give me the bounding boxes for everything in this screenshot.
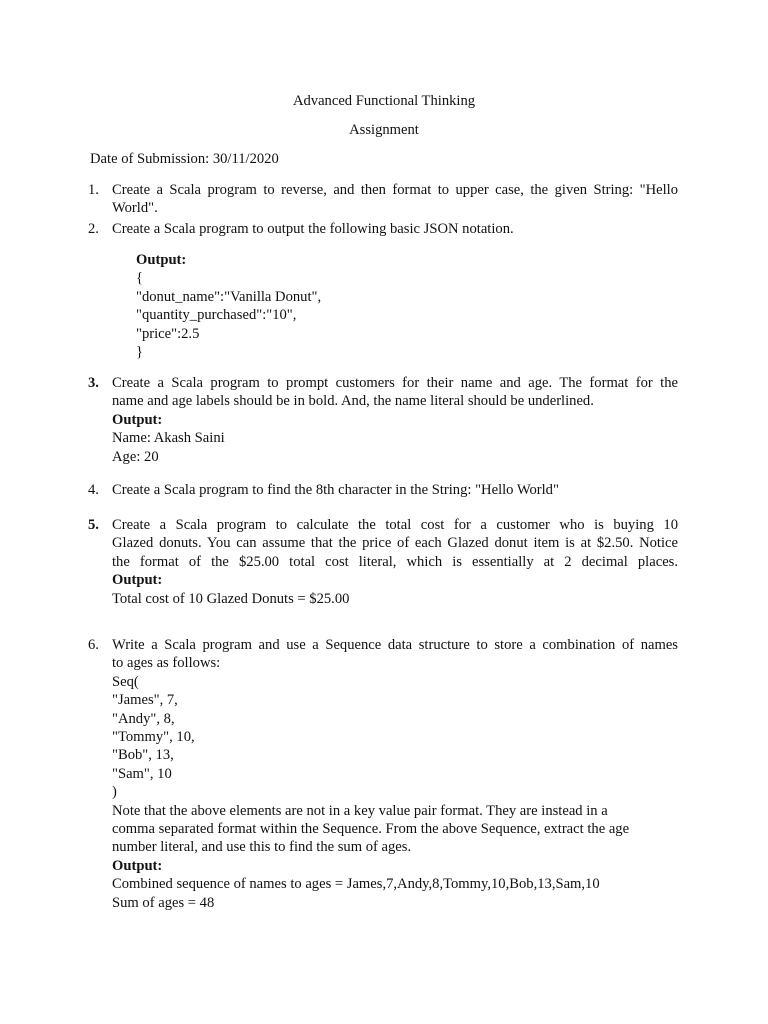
question-number: 5. bbox=[88, 517, 99, 533]
question-number: 6. bbox=[88, 637, 99, 653]
seq-line: "Bob", 13, bbox=[112, 747, 174, 764]
note-line: number literal, and use this to find the sum of ages. bbox=[112, 839, 412, 856]
seq-line: "Tommy", 10, bbox=[112, 729, 195, 746]
output-line: "price":2.5 bbox=[136, 325, 200, 342]
output-label: Output: bbox=[112, 572, 163, 589]
submission-date: Date of Submission: 30/11/2020 bbox=[90, 151, 279, 167]
seq-line: "James", 7, bbox=[112, 692, 178, 709]
question-2 bbox=[88, 220, 678, 238]
document-subtitle: Assignment bbox=[349, 122, 419, 138]
question-text-line: to ages as follows: bbox=[112, 655, 221, 672]
question-text-line: Write a Scala program and use a Sequence data structure to store a combination of names bbox=[112, 637, 678, 653]
note-line: Note that the above elements are not in a key value pair format. They are instead in a bbox=[112, 802, 608, 819]
output-line: Age: 20 bbox=[112, 448, 159, 465]
question-number: 1. bbox=[88, 182, 99, 198]
output-line: "quantity_purchased":"10", bbox=[136, 307, 297, 324]
question-5 bbox=[88, 516, 678, 608]
document-title: Advanced Functional Thinking bbox=[292, 93, 476, 109]
output-line: Total cost of 10 Glazed Donuts = $25.00 bbox=[112, 590, 350, 607]
note-line: comma separated format within the Sequence. From the above Sequence, extract the age bbox=[112, 821, 630, 838]
output-line: "donut_name":"Vanilla Donut", bbox=[136, 288, 322, 305]
seq-line: Seq( bbox=[112, 673, 139, 690]
seq-line: "Sam", 10 bbox=[112, 765, 172, 782]
question-text-line: Create a Scala program to calculate the total cost for a customer who is buying 10 bbox=[112, 517, 678, 533]
question-text-line: name and age labels should be in bold. And, the name literal should be underlined. bbox=[112, 393, 594, 410]
question-text-line: Create a Scala program to find the 8th character in the String: "Hello World" bbox=[112, 482, 559, 498]
question-text-line: World". bbox=[112, 200, 158, 217]
output-label: Output: bbox=[112, 857, 163, 874]
question-text-line: Create a Scala program to output the following basic JSON notation. bbox=[112, 221, 514, 237]
question-text-line: Create a Scala program to prompt customers for their name and age. The format for the bbox=[112, 375, 678, 391]
question-1 bbox=[88, 181, 678, 218]
output-label: Output: bbox=[136, 252, 187, 268]
question-6 bbox=[88, 636, 678, 912]
question-number: 2. bbox=[88, 221, 99, 237]
output-line: } bbox=[136, 344, 144, 361]
question-text-line: the format of the $25.00 total cost literal, which is essentially at 2 decimal places. bbox=[112, 553, 678, 570]
seq-line: "Andy", 8, bbox=[112, 710, 175, 727]
output-line: { bbox=[136, 270, 144, 287]
question-3 bbox=[88, 374, 678, 466]
output-line: Name: Akash Saini bbox=[112, 430, 225, 447]
output-line: Sum of ages = 48 bbox=[112, 894, 215, 911]
question-number: 3. bbox=[88, 375, 99, 391]
question-text-line: Glazed donuts. You can assume that the price of each Glazed donut item is at $2.50. Notice bbox=[112, 535, 678, 552]
seq-line: ) bbox=[112, 784, 117, 801]
question-text-line: Create a Scala program to reverse, and then format to upper case, the given String: "Hello bbox=[112, 182, 678, 198]
question-4 bbox=[88, 481, 678, 499]
question-number: 4. bbox=[88, 482, 99, 498]
output-block bbox=[136, 251, 321, 361]
output-label: Output: bbox=[112, 411, 163, 428]
output-line: Combined sequence of names to ages = James,7,Andy,8,Tommy,10,Bob,13,Sam,10 bbox=[112, 876, 600, 893]
